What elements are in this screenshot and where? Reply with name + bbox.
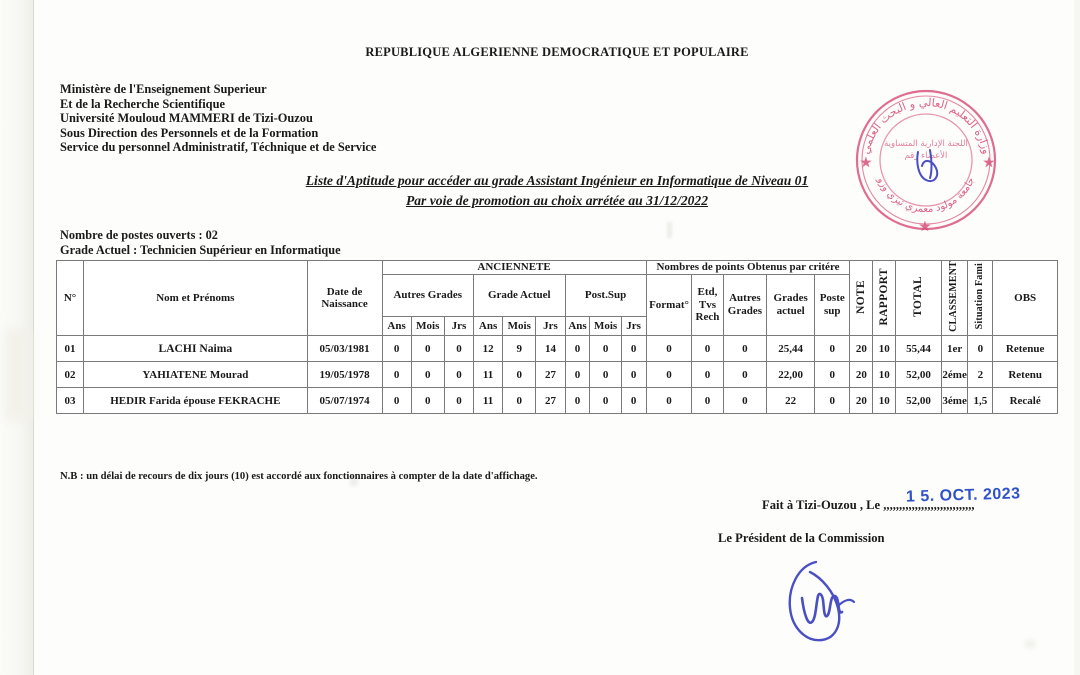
col-ps-ans: Ans <box>565 317 590 336</box>
cell-ps-jrs: 0 <box>621 336 646 362</box>
cell-p-etd: 0 <box>692 336 723 362</box>
svg-text:الأعضاء رقم: الأعضاء رقم <box>904 151 948 161</box>
cell-ps-mois: 0 <box>590 362 621 388</box>
col-obs: OBS <box>993 261 1058 336</box>
col-grades-actuel-points: Grades actuel <box>767 274 815 336</box>
col-no: N° <box>57 261 84 336</box>
col-poste-sup-points: Poste sup <box>815 274 850 336</box>
cell-ps-ans: 0 <box>565 362 590 388</box>
col-autres-grades-points: Autres Grades <box>723 274 767 336</box>
cell-ps-jrs: 0 <box>621 362 646 388</box>
cell-classement: 3éme <box>941 388 967 414</box>
signature-icon <box>776 552 926 652</box>
cell-name: HEDIR Farida épouse FEKRACHE <box>84 388 308 414</box>
table-row <box>57 388 1058 414</box>
col-post-sup: Post.Sup <box>565 274 646 317</box>
cell-ps-jrs: 0 <box>621 388 646 414</box>
cell-obs: Recalé <box>993 388 1058 414</box>
svg-text:اللجنة الإدارية المتساوية: اللجنة الإدارية المتساوية <box>884 139 968 149</box>
cell-ag-mois: 0 <box>411 336 444 362</box>
cell-ag-ans: 0 <box>382 362 411 388</box>
document-title <box>34 171 1080 211</box>
col-ag-mois: Mois <box>411 317 444 336</box>
cell-ga-jrs: 14 <box>536 336 565 362</box>
current-grade: Grade Actuel : Technicien Supérieur en Informatique <box>60 242 341 257</box>
cell-obs: Retenu <box>993 362 1058 388</box>
cell-ag-ans: 0 <box>382 388 411 414</box>
cell-situation-fami: 0 <box>968 336 993 362</box>
col-rapport: RAPPORT <box>873 261 896 336</box>
cell-note: 20 <box>850 362 873 388</box>
ministry-line-1: Ministère de l'Enseignement Superieur <box>60 82 267 96</box>
republic-heading: REPUBLIQUE ALGERIENNE DEMOCRATIQUE ET POPULAIRE <box>365 45 749 59</box>
cell-birthdate: 19/05/1978 <box>307 362 382 388</box>
cell-ag-jrs: 0 <box>444 336 473 362</box>
cell-ga-ans: 11 <box>474 362 503 388</box>
col-birthdate: Date de Naissance <box>307 261 382 336</box>
col-name: Nom et Prénoms <box>84 261 308 336</box>
date-stamp: 1 5. OCT. 2023 <box>905 485 1021 506</box>
col-etd-tvs-rech: Etd, Tvs Rech <box>692 274 723 336</box>
col-grade-actuel: Grade Actuel <box>474 274 566 317</box>
cell-ps-ans: 0 <box>565 388 590 414</box>
ministry-line-4: Sous Direction des Personnels et de la Formation <box>60 125 319 140</box>
cell-p-poste-sup: 0 <box>815 336 850 362</box>
ministry-line-2: Et de la Recherche Scientifique <box>60 96 225 111</box>
scan-smudge <box>5 330 31 420</box>
svg-text:★: ★ <box>861 157 871 169</box>
svg-text:جامعة مولود معمري تيزي وزو: جامعة مولود معمري تيزي وزو <box>874 175 978 216</box>
cell-no: 01 <box>57 336 84 362</box>
col-ga-jrs: Jrs <box>536 317 565 336</box>
cell-p-grades-actuel: 25,44 <box>767 336 815 362</box>
col-anciennete: ANCIENNETE <box>382 261 646 275</box>
ministry-line-3: Université Mouloud MAMMERI de Tizi-Ouzou <box>60 111 313 126</box>
col-format: Format° <box>646 274 692 336</box>
cell-p-format: 0 <box>646 388 692 414</box>
col-ps-jrs: Jrs <box>621 317 646 336</box>
candidates-table <box>56 260 1058 414</box>
cell-total: 52,00 <box>896 362 942 388</box>
cell-situation-fami: 2 <box>968 362 993 388</box>
cell-birthdate: 05/07/1974 <box>307 388 382 414</box>
col-autres-grades: Autres Grades <box>382 274 474 317</box>
cell-classement: 1er <box>941 336 967 362</box>
fait-a-line: Fait à Tizi-Ouzou , Le ,,,,,,,,,,,,,,,,,,,,,,,,,,,,, <box>762 498 975 512</box>
cell-name: YAHIATENE Mourad <box>84 362 308 388</box>
col-note: NOTE <box>850 261 873 336</box>
cell-p-grades-actuel: 22,00 <box>767 362 815 388</box>
cell-ga-mois: 0 <box>503 362 536 388</box>
col-ps-mois: Mois <box>590 317 621 336</box>
cell-ps-mois: 0 <box>590 388 621 414</box>
cell-note: 20 <box>850 388 873 414</box>
cell-ga-ans: 12 <box>474 336 503 362</box>
col-ga-mois: Mois <box>503 317 536 336</box>
cell-p-poste-sup: 0 <box>815 362 850 388</box>
cell-p-autres: 0 <box>723 362 767 388</box>
header-row-1 <box>57 261 1058 275</box>
table-body <box>57 336 1058 414</box>
col-classement: CLASSEMENT <box>941 261 967 336</box>
cell-p-format: 0 <box>646 336 692 362</box>
document-page <box>34 0 1080 675</box>
cell-ag-mois: 0 <box>411 362 444 388</box>
cell-rapport: 10 <box>873 362 896 388</box>
cell-p-grades-actuel: 22 <box>767 388 815 414</box>
svg-text:وزارة التعليم العالي و البحث ا: وزارة التعليم العالي و البحث العلمي <box>858 95 994 156</box>
cell-no: 02 <box>57 362 84 388</box>
table-row <box>57 362 1058 388</box>
cell-name: LACHI Naima <box>84 336 308 362</box>
cell-ga-jrs: 27 <box>536 362 565 388</box>
cell-note: 20 <box>850 336 873 362</box>
cell-ag-mois: 0 <box>411 388 444 414</box>
ministry-line-5: Service du personnel Administratif, Téchnique et de Service <box>60 140 377 155</box>
cell-situation-fami: 1,5 <box>968 388 993 414</box>
cell-total: 55,44 <box>896 336 942 362</box>
cell-ag-jrs: 0 <box>444 388 473 414</box>
cell-no: 03 <box>57 388 84 414</box>
col-ga-ans: Ans <box>474 317 503 336</box>
col-ag-ans: Ans <box>382 317 411 336</box>
cell-ag-jrs: 0 <box>444 362 473 388</box>
svg-text:★: ★ <box>984 157 994 169</box>
col-total: TOTAL <box>896 261 942 336</box>
cell-p-format: 0 <box>646 362 692 388</box>
cell-p-poste-sup: 0 <box>815 388 850 414</box>
cell-ps-mois: 0 <box>590 336 621 362</box>
cell-obs: Retenue <box>993 336 1058 362</box>
cell-rapport: 10 <box>873 388 896 414</box>
cell-p-etd: 0 <box>692 362 723 388</box>
cell-ga-mois: 9 <box>503 336 536 362</box>
cell-p-etd: 0 <box>692 388 723 414</box>
col-ag-jrs: Jrs <box>444 317 473 336</box>
table-row <box>57 336 1058 362</box>
cell-ga-ans: 11 <box>474 388 503 414</box>
cell-classement: 2éme <box>941 362 967 388</box>
col-situation-fami: Situation Fami <box>968 261 993 336</box>
table-head <box>57 261 1058 336</box>
cell-rapport: 10 <box>873 336 896 362</box>
cell-total: 52,00 <box>896 388 942 414</box>
nb-note: N.B : un délai de recours de dix jours (10) est accordé aux fonctionnaires à compter de la date d'affichage. <box>60 471 538 482</box>
document-title-line-1: Liste d'Aptitude pour accéder au grade Assistant Ingénieur en Informatique de Niveau 01 <box>305 172 809 188</box>
document-title-line-2: Par voie de promotion au choix arrétée au 31/12/2022 <box>405 192 709 208</box>
openings-count: Nombre de postes ouverts : 02 <box>60 227 218 242</box>
cell-ag-ans: 0 <box>382 336 411 362</box>
cell-ga-jrs: 27 <box>536 388 565 414</box>
cell-birthdate: 05/03/1981 <box>307 336 382 362</box>
cell-p-autres: 0 <box>723 388 767 414</box>
official-stamp-icon <box>846 84 1006 236</box>
cell-ps-ans: 0 <box>565 336 590 362</box>
president-label: Le Président de la Commission <box>718 531 885 545</box>
cell-p-autres: 0 <box>723 336 767 362</box>
svg-text:★: ★ <box>920 221 930 233</box>
col-points-group: Nombres de points Obtenus par critére <box>646 261 850 275</box>
cell-ga-mois: 0 <box>503 388 536 414</box>
